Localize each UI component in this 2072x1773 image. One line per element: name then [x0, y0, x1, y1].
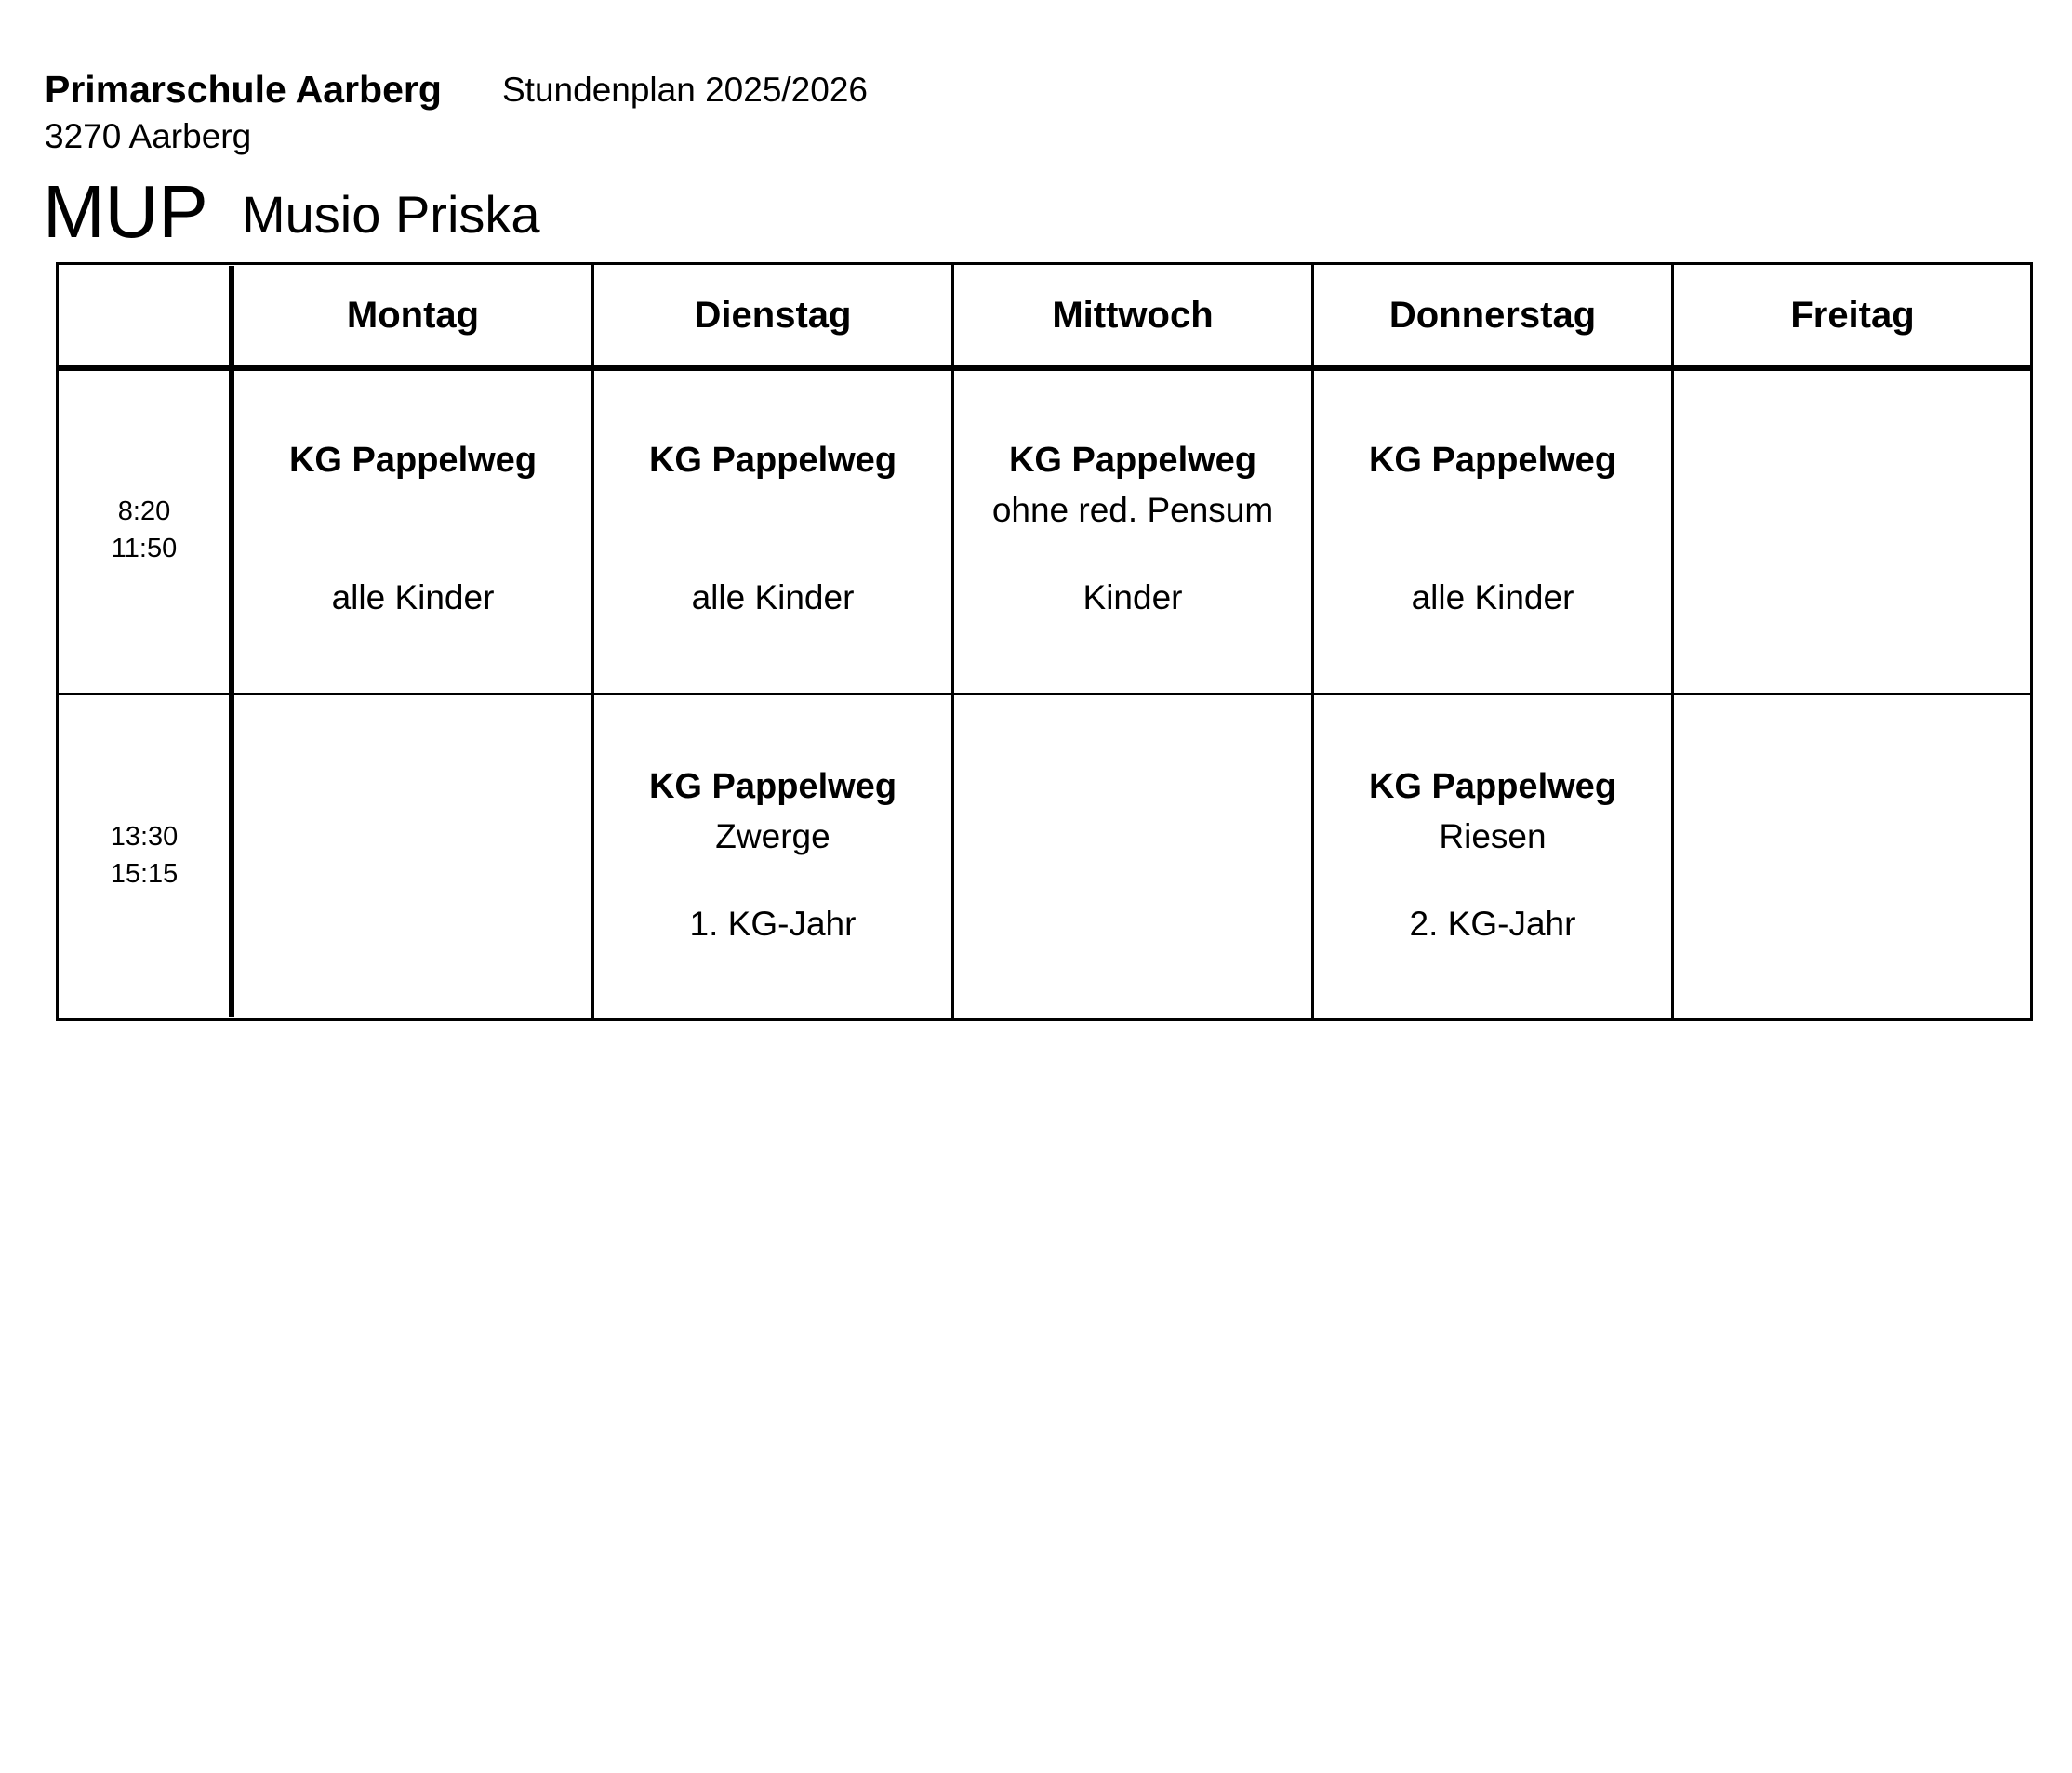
lesson-detail: ohne red. Pensum	[991, 491, 1274, 529]
lesson-donnerstag-morning[interactable]	[1313, 435, 1672, 623]
row-separator	[56, 693, 2033, 695]
lesson-group: alle Kinder	[331, 578, 495, 616]
lesson-group: Kinder	[1082, 578, 1183, 616]
lesson-group: alle Kinder	[1411, 578, 1574, 616]
teacher-code: MUP	[43, 170, 208, 253]
slot-2-time	[56, 818, 232, 893]
lesson-group: 2. KG-Jahr	[1409, 905, 1576, 943]
lesson-donnerstag-afternoon[interactable]	[1313, 761, 1672, 949]
lesson-detail: Riesen	[1439, 817, 1547, 855]
day-header-mittwoch: Mittwoch	[1052, 294, 1214, 336]
slot-1-start: 8:20	[117, 496, 171, 526]
lesson-detail	[593, 485, 952, 536]
lesson-mittwoch-morning[interactable]	[953, 435, 1312, 623]
day-header-dienstag: Dienstag	[694, 294, 852, 336]
lesson-location: KG Pappelweg	[648, 767, 897, 806]
lesson-location: KG Pappelweg	[288, 441, 538, 480]
slot-2-end: 15:15	[110, 859, 179, 889]
timetable-grid	[56, 262, 2033, 1021]
lesson-dienstag-afternoon[interactable]	[593, 761, 952, 949]
slot-1-end: 11:50	[111, 534, 178, 563]
lesson-location: KG Pappelweg	[648, 441, 897, 480]
lesson-location: KG Pappelweg	[1008, 441, 1257, 480]
lesson-detail	[1313, 485, 1672, 536]
day-header-freitag: Freitag	[1790, 294, 1915, 336]
lesson-dienstag-morning[interactable]	[593, 435, 952, 623]
grid-border-bottom	[56, 1018, 2033, 1021]
lesson-group: alle Kinder	[691, 578, 855, 616]
slot-2-start: 13:30	[110, 822, 179, 852]
school-town: 3270 Aarberg	[45, 117, 252, 155]
grid-border-right	[2030, 262, 2033, 1021]
plan-title: Stundenplan 2025/2026	[502, 71, 868, 109]
day-header-montag: Montag	[346, 294, 480, 336]
lesson-location: KG Pappelweg	[1368, 441, 1617, 480]
grid-border-left	[56, 262, 59, 1021]
day-header-donnerstag: Donnerstag	[1388, 294, 1597, 336]
lesson-detail: Zwerge	[715, 817, 830, 855]
lesson-location: KG Pappelweg	[1368, 767, 1617, 806]
lesson-group: 1. KG-Jahr	[689, 905, 857, 943]
lesson-detail	[233, 485, 592, 536]
teacher-name: Musio Priska	[242, 185, 540, 244]
lesson-montag-morning[interactable]	[233, 435, 592, 623]
school-name: Primarschule Aarberg	[45, 68, 442, 111]
time-column-separator	[229, 266, 234, 1017]
slot-1-time	[56, 493, 232, 567]
